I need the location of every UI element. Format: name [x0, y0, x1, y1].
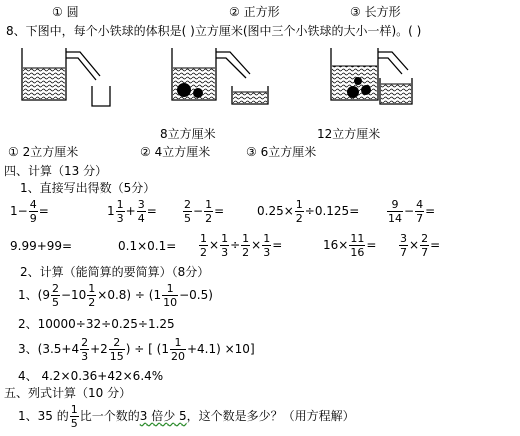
water-1: [23, 68, 65, 99]
compute-1: 1、(9 $\frac{2}{5}$ −10 $\frac{1}{2}$ ×0.8) ÷ (1 $\frac{1}{10}$ −0.5): [18, 281, 213, 309]
ball-3c: [354, 77, 362, 85]
calc-2-4: 16× $\frac{11}{16}$ =: [323, 231, 377, 259]
q8-option-3: ③ 6立方厘米: [246, 145, 317, 159]
calc-1-4: 0.25× $\frac{1}{2}$ ÷0.125=: [257, 197, 360, 225]
question-8-text: 8、下图中，每个小铁球的体积是( )立方厘米(图中三个小铁球的大小一样)。( ): [6, 24, 422, 38]
calc-2-2: 0.1×0.1=: [118, 239, 177, 253]
option-square: ② 正方形: [229, 5, 280, 19]
compute-3: 3、(3.5+4 $\frac{2}{3}$ +2 $\frac{2}{15}$ ) ÷ [ (1 $\frac{1}{20}$ +4.1) ×10]: [18, 335, 255, 363]
section-4-title: 四、计算（13 分）: [4, 164, 108, 178]
calc-1-1: 1− $\frac{4}{9}$ =: [10, 197, 49, 225]
cup-water-2: [233, 92, 267, 103]
calc-2-5: $\frac{3}{7}$ × $\frac{2}{7}$ =: [400, 231, 441, 259]
subsection-1-title: 1、直接写出得数（5分）: [20, 181, 156, 195]
q8-option-2: ② 4立方厘米: [140, 145, 211, 159]
compute-2: 2、10000÷32÷0.25÷1.25: [18, 317, 175, 331]
calc-1-3: $\frac{2}{5}$ − $\frac{1}{2}$ =: [184, 197, 225, 225]
section-5-question-1: 1、35 的 $\frac{1}{5}$ 比一个数的 3 倍少 5 ，这个数是多少？（用方程解）: [18, 402, 355, 430]
subsection-2-title: 2、计算（能简算的要简算）（8分）: [20, 265, 210, 279]
cup-water-3: [381, 84, 411, 103]
calc-1-2: 1 $\frac{1}{3}$ + $\frac{3}{4}$ =: [107, 197, 157, 225]
ball-3a: [347, 86, 359, 98]
diagram-label-8: 8立方厘米: [160, 127, 216, 141]
diagram-label-12: 12立方厘米: [317, 127, 381, 141]
ball-3b: [361, 85, 371, 95]
section-5-title: 五、列式计算（10 分）: [4, 386, 132, 400]
cup-1: [92, 86, 110, 106]
calc-2-3: $\frac{1}{2}$ × $\frac{1}{3}$ ÷ $\frac{1}{2}$ × $\frac{1}{3}$ =: [200, 231, 283, 259]
compute-4: 4、 4.2×0.36+42×6.4%: [18, 369, 164, 383]
option-circle: ① 圆: [52, 5, 79, 19]
q8-option-1: ① 2立方厘米: [8, 145, 79, 159]
spout-1: [66, 52, 100, 80]
calc-2-1: 9.99+99=: [10, 239, 73, 253]
ball-2a: [177, 83, 191, 97]
calc-1-5: $\frac{9}{14}$ − $\frac{4}{7}$ =: [388, 197, 436, 225]
option-rectangle: ③ 长方形: [350, 5, 401, 19]
ball-2b: [193, 88, 203, 98]
